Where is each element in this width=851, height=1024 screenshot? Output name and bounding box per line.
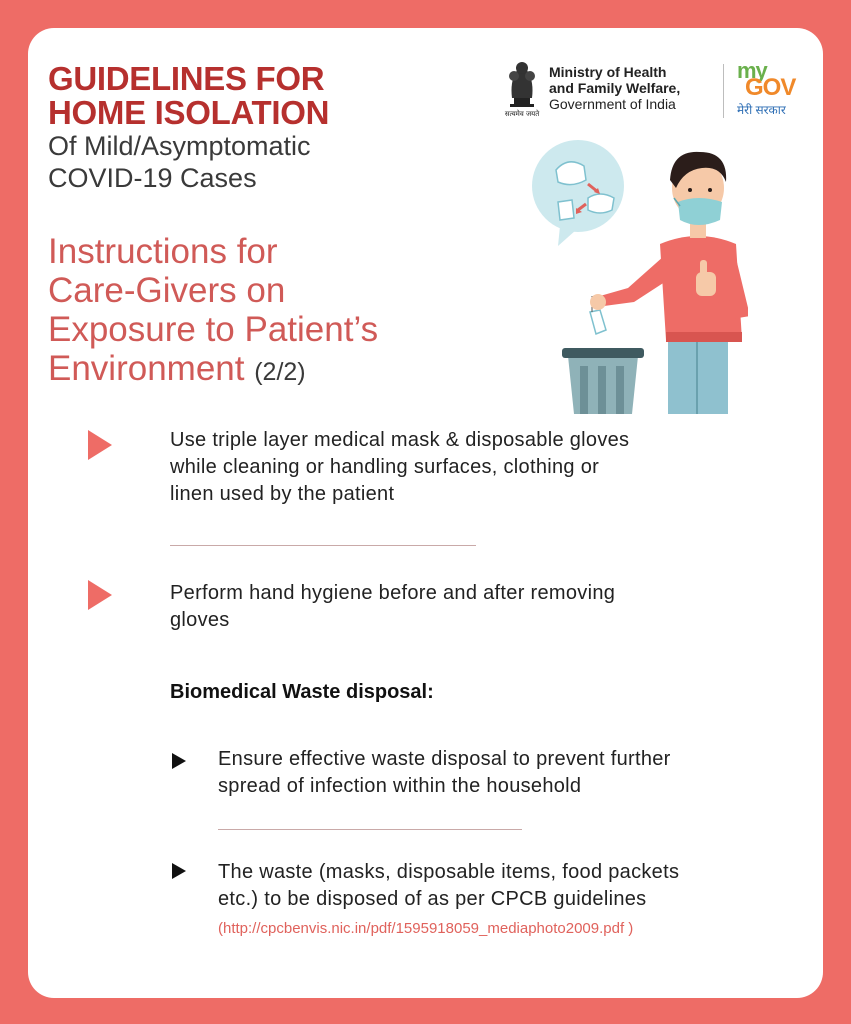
ministry-logo-text: Ministry of Health and Family Welfare, Government of India: [549, 64, 681, 112]
guidelines-card: [28, 28, 823, 998]
list-item: Use triple layer medical mask & disposable gloves while cleaning or handling surfaces, clothing or linen used by the patient: [170, 429, 630, 505]
list-item: The waste (masks, disposable items, food packets etc.) to be disposed of as per CPCB guidelines: [218, 861, 680, 910]
main-title: GUIDELINES FOR HOME ISOLATION: [48, 60, 330, 131]
bullet-arrow-icon: [88, 580, 112, 610]
main-subtitle: Of Mild/Asymptomatic COVID-19 Cases: [48, 131, 311, 193]
mygov-logo: my GOV मेरी सरकार: [737, 58, 796, 117]
section-title: Instructions for Care-Givers on Exposure to Patient’s Environment (2/2): [48, 232, 379, 388]
list-item: Ensure effective waste disposal to prevent further spread of infection within the household: [218, 748, 671, 797]
caregiver-disposing-mask-illustration: [528, 126, 748, 414]
emblem-caption: सत्यमेव जयते: [504, 110, 540, 118]
list-item: Perform hand hygiene before and after removing gloves: [170, 582, 616, 631]
bullet-arrow-icon: [88, 430, 112, 460]
bullet-triangle-icon: [172, 753, 186, 769]
state-emblem-icon: [502, 58, 542, 120]
divider: [170, 545, 476, 546]
bullet-triangle-icon: [172, 863, 186, 879]
logo-divider: [723, 64, 724, 118]
part-indicator: (2/2): [254, 358, 306, 386]
cpcb-guidelines-link[interactable]: (http://cpcbenvis.nic.in/pdf/1595918059_mediaphoto2009.pdf ): [218, 920, 634, 937]
divider: [218, 829, 522, 830]
waste-disposal-heading: Biomedical Waste disposal:: [170, 681, 434, 703]
